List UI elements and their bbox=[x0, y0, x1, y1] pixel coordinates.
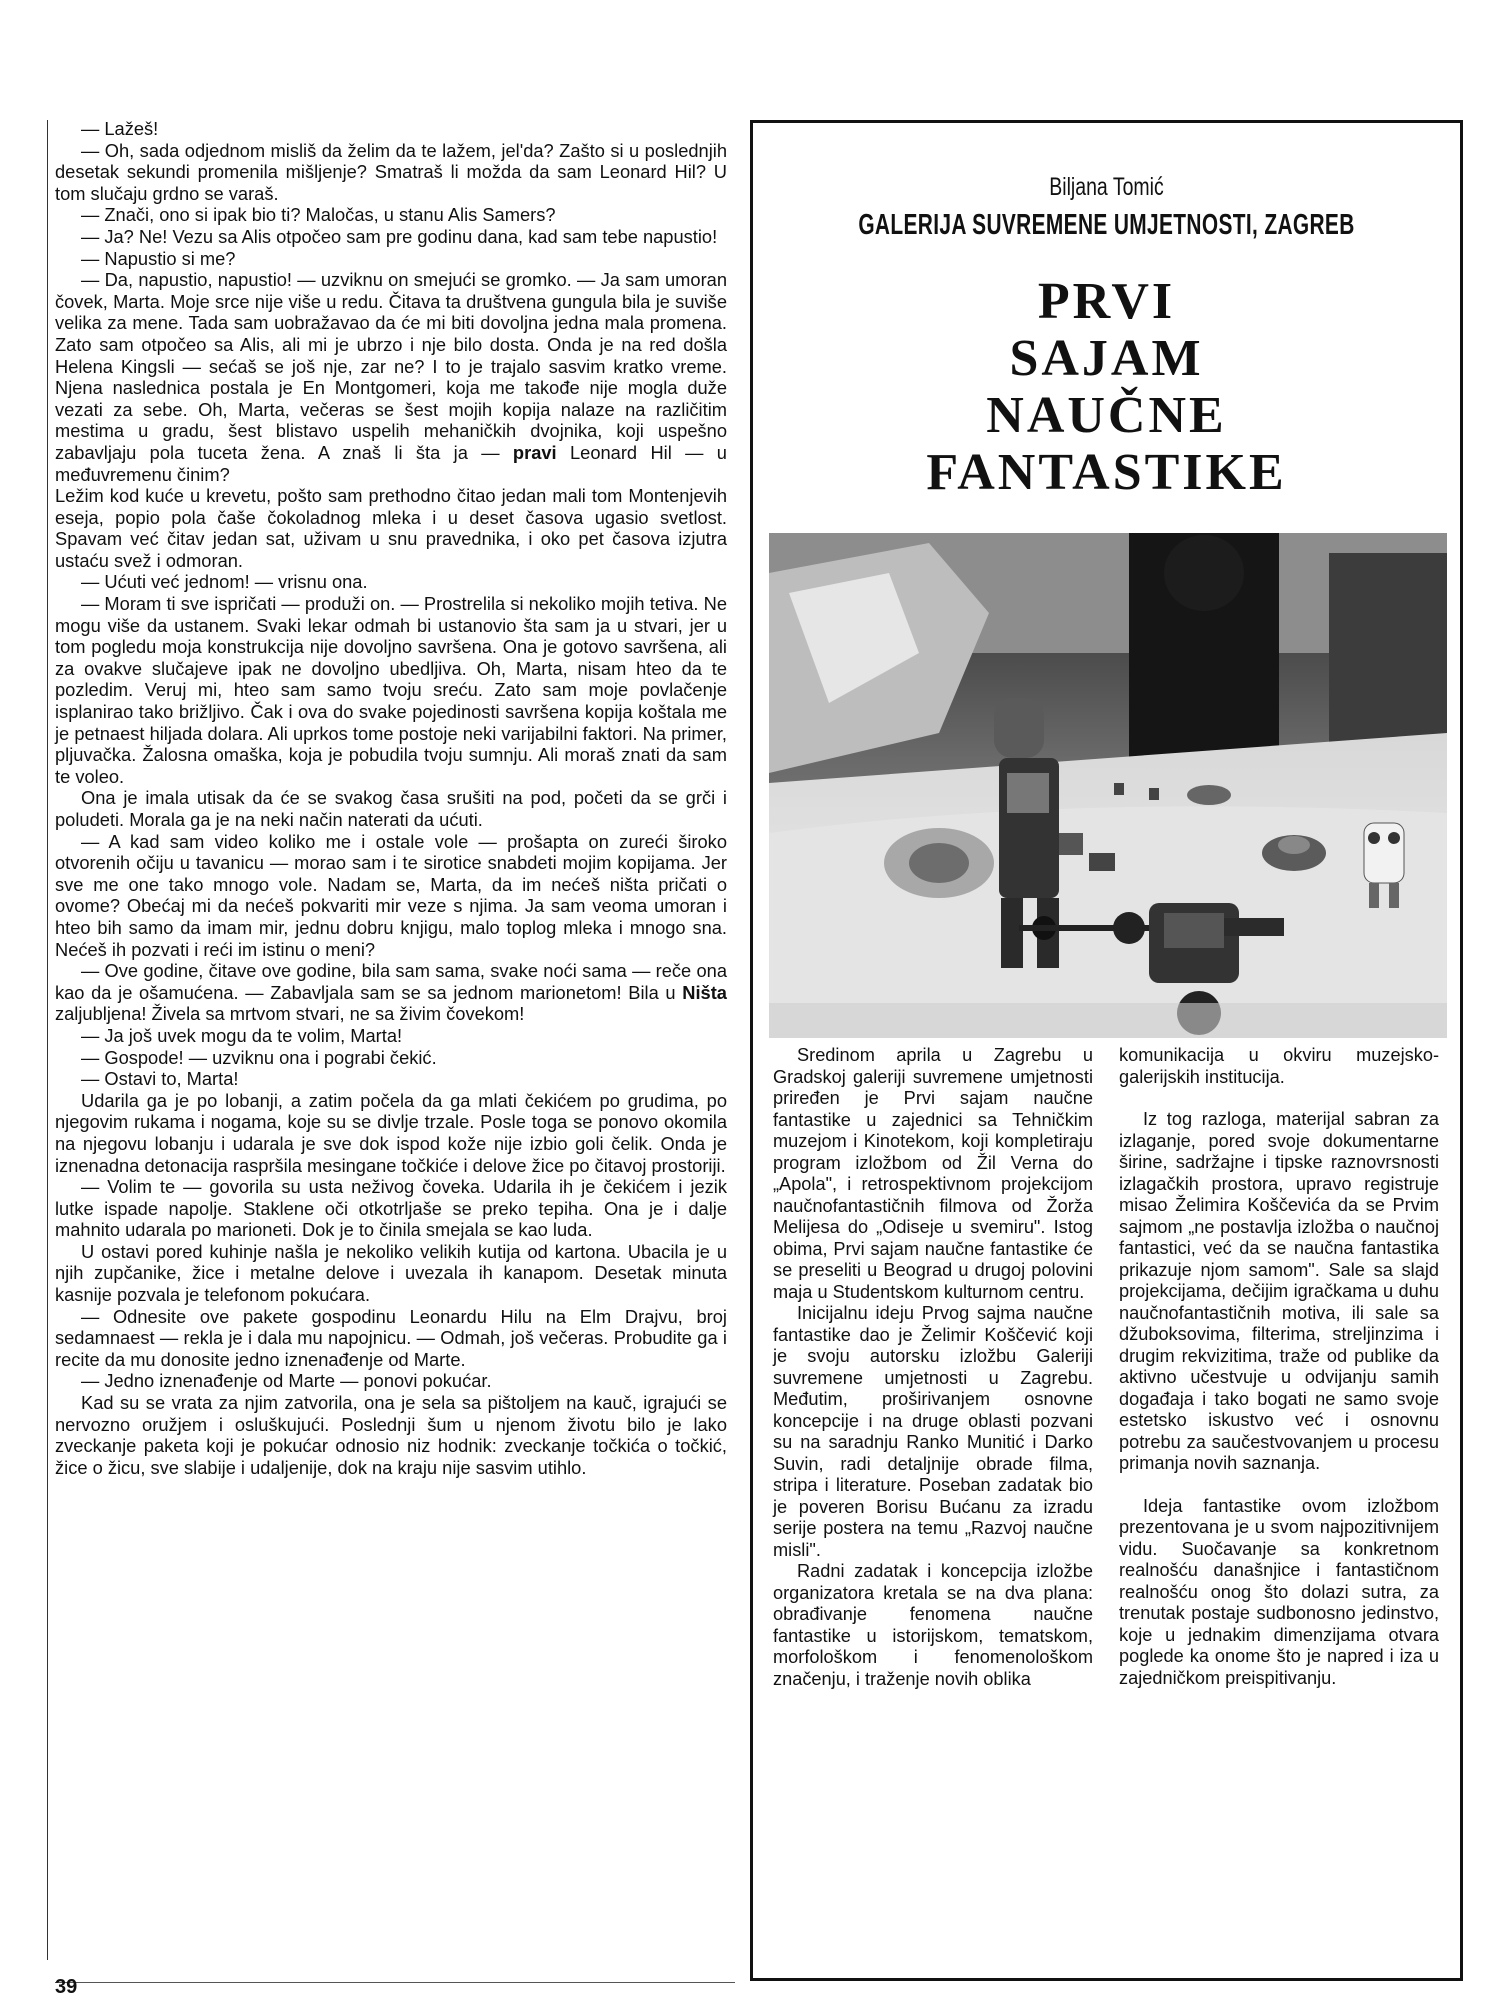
sidebar-paragraph: Ideja fantastike ovom izložbom prezentovana je u svom najpozitivnijem vidu. Suočavanje sa konkretnom realnošću današnjice i fantastičnom realnošću onog što dolazi sutra, za trenutak postaje sudbonosno jedinstvo, koje u jednakim dimenzijama otvara poglede ka onome što je napred i iza u zajedničkom preispitivanju. bbox=[1119, 1495, 1439, 1688]
story-paragraph: — Ja? Ne! Vezu sa Alis otpočeo sam pre godinu dana, kad sam tebe napustio! bbox=[81, 225, 718, 247]
exhibition-photo bbox=[769, 533, 1447, 1038]
story-paragraph: — Ja još uvek mogu da te volim, Marta! bbox=[81, 1024, 403, 1046]
sidebar-column-1 bbox=[773, 1045, 1093, 1690]
story-paragraph: Kad su se vrata za njim zatvorila, ona je sela sa pištoljem na kauč, igrajući se nervozno oružjem i osluškujući. Poslednji šum u njenom životu bilo je lako zveckanje paketa koji je pokućar odnosio niz hodnik: zveckanje točkića o točkić, žice o žicu, sve slabije i udaljenije, dok na kraju nije sasvim utihlo. bbox=[55, 1392, 727, 1478]
headline-line: NAUČNE bbox=[986, 387, 1227, 444]
story-paragraph: — Moram ti sve ispričati — produži on. — Prostrelila si nekoliko mojih tetiva. Ne mogu više da ustanem. Svaki lekar odmah bi ustanovio šta sam ja u stvari, jer u tom pogledu moja konstrukcija nije dovoljno savršena. Ona je gotovo savršena, ali za ovakve slučajeve ipak ne dovoljno ubedljiva. Oh, Marta, nisam hteo da te pozledim. Veruj mi, hteo sam samo tvoju sreću. Zato sam moje povlačenje isplanirao tako brižljivo. Čak i ova do svake pojedinosti savršena kopija koštala me je petnaest hiljada dolara. Ali uprkos tome postoje neki varijabilni faktori. Na primer, pljuvačka. Žalosna omaška, koja je pobudila tvoju sumnju. Ali moraš znati da sam te voleo. bbox=[55, 593, 727, 787]
story-paragraph bbox=[55, 960, 727, 1025]
robot-toys-photo bbox=[769, 533, 1447, 1038]
sidebar-article bbox=[750, 120, 1463, 1981]
story-paragraph: Ona je imala utisak da će se svakog časa srušiti na pod, početi da se grči i poludeti. Morala ga je na neki način naterati da ućuti. bbox=[55, 787, 727, 830]
story-paragraph bbox=[55, 269, 727, 485]
author-name: Biljana Tomić bbox=[1049, 173, 1164, 201]
sidebar-paragraph: Inicijalnu ideju Prvog sajma naučne fantastike dao je Želimir Koščević koji je svoju autorsku izložbu Galeriji suvremene umjetnosti u Zagrebu. Međutim, proširivanjem osnovne koncepcije i na druge oblasti pozvani su na saradnju Ranko Munitić i Darko Suvin, radi detaljnije obrade filma, stripa i literature. Poseban zadatak bio je poveren Borisu Bućanu za izradu serije postera na temu „Razvoj naučne misli". bbox=[773, 1303, 1093, 1560]
story-text: — Da, napustio, napustio! — uzviknu on smejući se gromko. — Ja sam umoran čovek, Marta. Moje srce nije više u redu. Čitava ta društvena gungula bila je suviše velika za mene. Tada sam uobražavao da će mi biti dovoljna jedna mala promena. Zato sam otpočeo sa Alis, ali mi je ubrzo i nje bilo dosta. Onda je na red došla Helena Kingsli — sećaš se još nje, zar ne? I to je trajalo sasvim kratko vreme. Njena naslednica postala je En Montgomeri, koja me takođe nije mogla duže vezati za sebe. Oh, Marta, večeras se šest mojih kopija nalaze na različitim mestima u gradu, šest blistavo uspelih mehaničkih dvojnika, koji uspešno zabavljaju pola tuceta žena. A znaš li šta ja — bbox=[55, 269, 727, 463]
story-column bbox=[55, 118, 727, 1478]
story-text: zaljubljena! Živela sa mrtvom stvari, ne sa živim čovekom! bbox=[55, 1003, 525, 1025]
story-paragraph: — Ostavi to, Marta! bbox=[81, 1068, 239, 1090]
page-number: 39 bbox=[55, 1976, 78, 1998]
story-text: — Ove godine, čitave ove godine, bila sam sama, svake noći sama — reče ona kao da je ošamućena. — Zabavljala sam se sa jednom marionetom! Bila u bbox=[55, 960, 727, 1003]
column-rule bbox=[47, 120, 48, 1960]
story-paragraph: Udarila ga je po lobanji, a zatim počela da ga mlati čekićem po grudima, po njegovim rukama i nogama, koje su se divlje trzale. Posle toga se ponovo okomila na njegovu lobanju i udarala je sve dok ispod kože nije izbio goli čelik. Onda je iznenadna detonacija raspršila mesingane točkiće i delove žice po čitavoj prostoriji. bbox=[55, 1089, 727, 1176]
sidebar-paragraph: Radni zadatak i koncepcija izložbe organizatora kretala se na dva plana: obrađivanje fenomena naučne fantastike u istorijskom, tematskom, morfološkom i fenomenološkom značenju, i traženje novih oblika bbox=[773, 1561, 1093, 1689]
story-paragraph: — Napustio si me? bbox=[81, 247, 236, 269]
gallery-name: GALERIJA SUVREMENE UMJETNOSTI, ZAGREB bbox=[858, 209, 1355, 241]
headline-line: PRVI bbox=[1037, 273, 1176, 330]
story-paragraph: — Jedno iznenađenje od Marte — ponovi pokućar. bbox=[81, 1370, 492, 1392]
story-paragraph: — Volim te — govorila su usta neživog čoveka. Udarila ih je čekićem i jezik lutke ispade napolje. Staklene oči otkotrljaše se preko tepiha. Ona je i dalje mahnito udarala po marioneti. Dok je to činila smejala se kao luda. bbox=[55, 1176, 727, 1241]
story-paragraph: — A kad sam video koliko me i ostale vole — prošapta on zureći široko otvorenih očiju u tavanicu — morao sam i te sirotice snabdeti mojim kopijama. Jer sve me one tako mnogo vole. Nadam se, Marta, da im nećeš ništa pričati o ovome? Obećaj mi da nećeš pokvariti mir veze s njima. Ja sam veoma umoran i hteo bih samo da imam mir, jednu dobru knjigu, malo toplog mleka i mnogo sna. Nećeš ih pozvati i reći im istinu o meni? bbox=[55, 830, 727, 960]
sidebar-paragraph: Sredinom aprila u Zagrebu u Gradskoj galeriji suvremene umjetnosti priređen je Prvi sajam naučne fantastike u zajednici sa Tehničkim muzejom i Kinotekom, koji kompletiraju program izložbom od Žil Verna do „Apola", i retrospektivnom projekcijom naučnofantastičnih filmova od Žorža Melijesa do „Odiseje u svemiru". Istog obima, Prvi sajam naučne fantastike će se preseliti u Beograd u drugoj polovini maja u Studentskom kulturnom centru. bbox=[773, 1045, 1093, 1302]
article-headline bbox=[753, 273, 1460, 501]
headline-line: FANTASTIKE bbox=[926, 444, 1287, 501]
story-paragraph: — Ućuti već jednom! — vrisnu ona. bbox=[81, 571, 368, 593]
emphasis-text: pravi bbox=[512, 441, 557, 463]
story-paragraph: — Odnesite ove pakete gospodinu Leonardu Hilu na Elm Drajvu, broj sedamnaest — rekla je i dala mu napojnicu. — Odmah, još večeras. Probudite ga i recite da mu donosite jedno iznenađenje od Marte. bbox=[55, 1305, 727, 1370]
story-paragraph: Ležim kod kuće u krevetu, pošto sam prethodno čitao jedan mali tom Montenjevih eseja, popio pola čaše čokoladnog mleka i u deset časova ugasio svetlost. Spavam već čitav jedan sat, uživam u snu pravednika, i oko pet časova izjutra ustaću svež i odmoran. bbox=[55, 485, 727, 571]
headline-line: SAJAM bbox=[1009, 330, 1204, 387]
story-paragraph: — Znači, ono si ipak bio ti? Maločas, u stanu Alis Samers? bbox=[81, 204, 556, 226]
story-paragraph: — Oh, sada odjednom misliš da želim da te lažem, jel'da? Zašto si u poslednjih desetak sekundi promenila mišljenje? Smatraš li možda da sam Leonard Hil? U tom slučaju grdno se varaš. bbox=[55, 139, 727, 204]
story-text: Leonard Hil — u međuvremenu činim? bbox=[55, 441, 727, 485]
sidebar-column-2 bbox=[1119, 1045, 1439, 1689]
emphasis-text: Ništa bbox=[682, 981, 727, 1003]
story-paragraph: — Gospode! — uzviknu ona i pograbi čekić. bbox=[81, 1046, 437, 1068]
story-paragraph: U ostavi pored kuhinje našla je nekoliko velikih kutija od kartona. Ubacila je u njih zupčanike, žice i metalne delove i uvezala ih kanapom. Desetak minuta kasnije pozvala je telefonom pokućara. bbox=[55, 1240, 727, 1306]
sidebar-paragraph: komunikacija u okviru muzejsko-galerijskih institucija. bbox=[1119, 1045, 1439, 1087]
bottom-rule bbox=[55, 1982, 735, 1983]
sidebar-paragraph: Iz tog razloga, materijal sabran za izlaganje, pored svoje dokumentarne širine, sadržajne i tipske raznovrsnosti izlagačkih prostora, upravo registruje misao Želimira Koščevića da se Prvim sajmom „ne postavlja izložba o naučnoj fantastici, već da se naučna fantastika prikazuje njom samom". Sale sa slajd projekcijama, dečijim igračkama u duhu naučnofantastičnih motiva, ili sale sa džuboksovima, filterima, streljinzima i drugim rekvizitima, traže od publike da aktivno učestvuje u odvijanju samih događaja i tako bogati ne samo svoje estetsko iskustvo već i osnovnu potrebu za saučestvovanjem u procesu primanja novih saznanja. bbox=[1119, 1109, 1439, 1473]
story-paragraph: — Lažeš! bbox=[81, 118, 159, 139]
